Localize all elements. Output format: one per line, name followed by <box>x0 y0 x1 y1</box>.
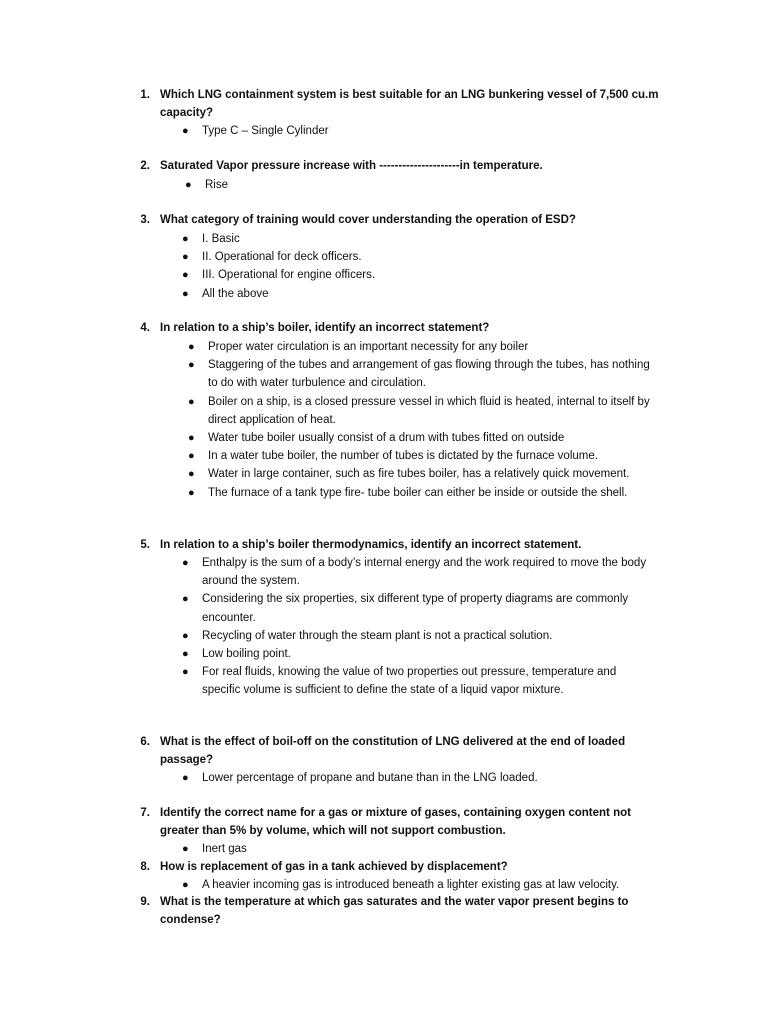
answer-list <box>182 554 652 700</box>
question-text: What category of training would cover understanding the operation of ESD? <box>160 214 576 226</box>
answer-text: In a water tube boiler, the number of tubes is dictated by the furnace volume. <box>208 450 598 463</box>
answer-text: Enthalpy is the sum of a body’s internal energy and the work required to move the body around the system. <box>202 557 647 588</box>
answer-list <box>182 122 682 140</box>
answer-item <box>182 266 682 284</box>
answer-list <box>182 876 682 894</box>
answer-text: Staggering of the tubes and arrangement of gas flowing through the tubes, has nothing to do with water turbulence and circulation. <box>208 359 650 390</box>
bullet-icon: ● <box>182 125 189 137</box>
answer-item <box>188 356 658 392</box>
bullet-icon: ● <box>188 486 195 499</box>
bullet-icon: ● <box>182 843 189 855</box>
bullet-icon: ● <box>182 557 189 569</box>
bullet-icon: ● <box>182 648 189 661</box>
question-number: 1. <box>140 89 150 101</box>
answer-text: Recycling of water through the steam plant is not a practical solution. <box>202 629 553 642</box>
question-number: 7. <box>140 807 150 819</box>
answer-list <box>185 176 685 194</box>
question-text: Identify the correct name for a gas or mixture of gases, containing oxygen content not greater than 5% by volume, which will not support combustion. <box>160 807 631 837</box>
answer-text: Inert gas <box>202 843 247 855</box>
bullet-icon: ● <box>188 395 195 408</box>
bullet-icon: ● <box>188 359 195 372</box>
answer-text: For real fluids, knowing the value of two properties out pressure, temperature and specific volume is sufficient to define the state of a liquid vapor mixture. <box>202 666 617 697</box>
bullet-icon: ● <box>182 251 189 264</box>
bullet-icon: ● <box>182 879 189 891</box>
answer-item <box>185 176 685 194</box>
answer-text: I. Basic <box>202 233 240 245</box>
answer-text: The furnace of a tank type fire- tube boiler can either be inside or outside the shell. <box>208 486 628 499</box>
question-number: 9. <box>140 896 150 908</box>
answer-text: All the above <box>202 287 269 300</box>
answer-text: Considering the six properties, six different type of property diagrams are commonly encounter. <box>202 593 629 624</box>
bullet-icon: ● <box>188 468 195 481</box>
answer-text: Low boiling point. <box>202 648 291 661</box>
bullet-icon: ● <box>188 341 195 353</box>
question-text: In relation to a ship’s boiler, identify an incorrect statement? <box>160 322 490 334</box>
answer-item <box>182 840 682 858</box>
answer-text: Type C – Single Cylinder <box>202 125 329 137</box>
question-text: How is replacement of gas in a tank achieved by displacement? <box>160 861 508 873</box>
bullet-icon: ● <box>182 593 189 606</box>
question-text: What is the temperature at which gas saturates and the water vapor present begins to condense? <box>160 896 629 926</box>
answer-item <box>188 447 658 465</box>
question-number: 2. <box>140 160 150 172</box>
answer-text: Rise <box>205 179 229 191</box>
answer-item <box>188 338 658 356</box>
answer-item <box>182 627 652 645</box>
answer-list <box>182 230 682 303</box>
answer-item <box>182 590 652 626</box>
answer-item <box>182 248 682 266</box>
answer-item <box>182 230 682 248</box>
answer-item <box>188 429 658 447</box>
answer-item <box>182 663 652 699</box>
question-number: 5. <box>140 539 150 551</box>
answer-list <box>182 769 682 787</box>
answer-item <box>188 393 658 429</box>
bullet-icon: ● <box>182 629 189 642</box>
answer-item <box>182 122 682 140</box>
answer-text: II. Operational for deck officers. <box>202 251 362 264</box>
bullet-icon: ● <box>182 666 189 679</box>
question-number: 4. <box>140 322 150 334</box>
question-text: Which LNG containment system is best suitable for an LNG bunkering vessel of 7,500 cu.m capacity? <box>160 89 659 119</box>
bullet-icon: ● <box>185 179 192 191</box>
answer-item <box>182 876 682 894</box>
answer-text: A heavier incoming gas is introduced beneath a lighter existing gas at law velocity. <box>202 879 620 891</box>
answer-text: Water tube boiler usually consist of a drum with tubes fitted on outside <box>208 432 565 445</box>
bullet-icon: ● <box>182 772 189 784</box>
question-text: In relation to a ship’s boiler thermodynamics, identify an incorrect statement. <box>160 539 582 551</box>
answer-item <box>182 285 682 303</box>
question-text: What is the effect of boil-off on the constitution of LNG delivered at the end of loaded passage? <box>160 736 626 766</box>
question-number: 6. <box>140 736 150 748</box>
bullet-icon: ● <box>188 432 195 445</box>
bullet-icon: ● <box>182 287 189 300</box>
bullet-icon: ● <box>182 269 189 282</box>
answer-text: Proper water circulation is an important necessity for any boiler <box>208 341 529 353</box>
bullet-icon: ● <box>188 450 195 463</box>
answer-list <box>182 840 682 858</box>
answer-item <box>182 769 682 787</box>
question-number: 8. <box>140 861 150 873</box>
answer-item <box>188 484 658 502</box>
answer-text: Lower percentage of propane and butane than in the LNG loaded. <box>202 772 538 784</box>
question-text: Saturated Vapor pressure increase with ---------------------in temperature. <box>160 160 543 172</box>
answer-text: III. Operational for engine officers. <box>202 269 376 282</box>
answer-list <box>188 338 658 502</box>
bullet-icon: ● <box>182 233 189 245</box>
answer-item <box>188 465 658 483</box>
question-number: 3. <box>140 214 150 226</box>
answer-item <box>182 554 652 590</box>
answer-text: Boiler on a ship, is a closed pressure vessel in which fluid is heated, internal to itself by direct application of heat. <box>208 395 650 426</box>
answer-item <box>182 645 652 663</box>
answer-text: Water in large container, such as fire tubes boiler, has a relatively quick movement. <box>208 468 630 481</box>
